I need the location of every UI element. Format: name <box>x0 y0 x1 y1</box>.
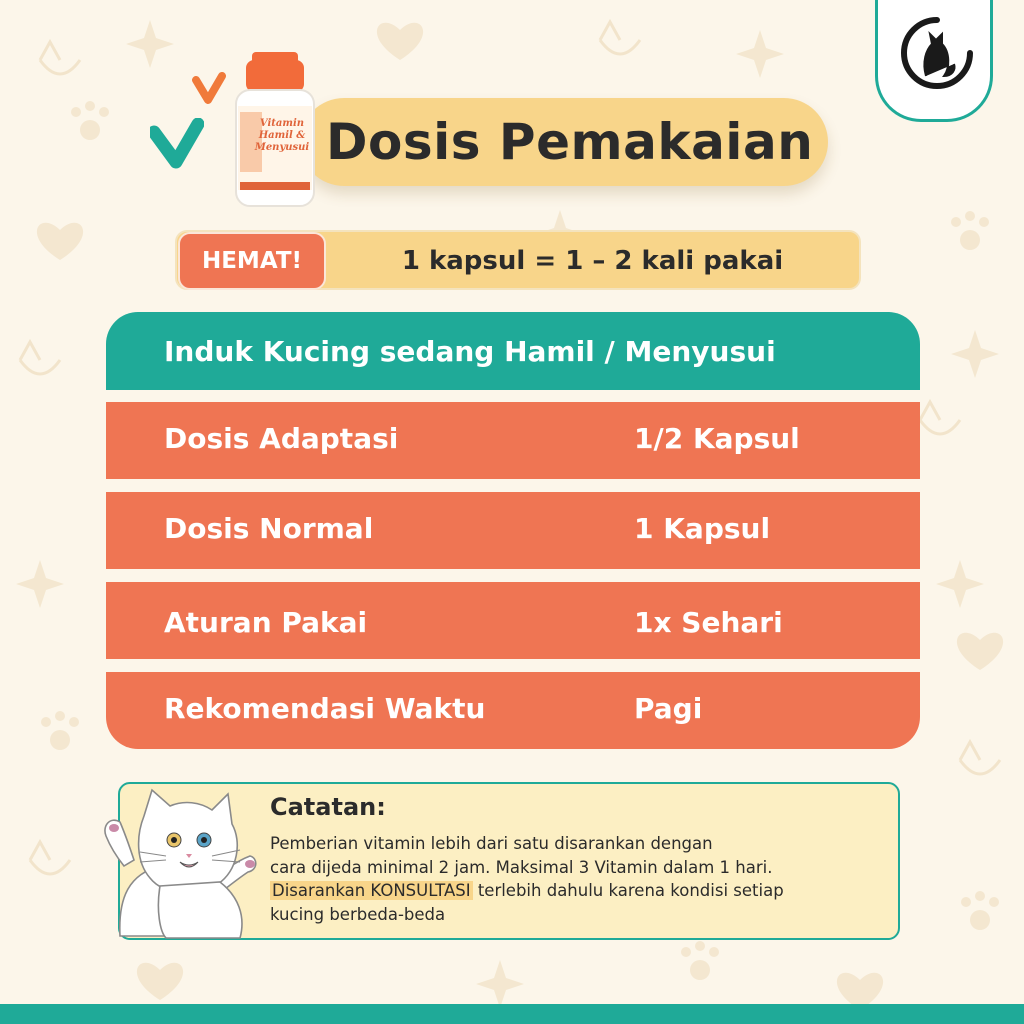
row-value: 1 Kapsul <box>634 512 771 545</box>
row-value: Pagi <box>634 692 703 725</box>
row-value: 1x Sehari <box>634 606 783 639</box>
row-label: Dosis Normal <box>164 512 374 545</box>
bottle-label-line1: Vitamin <box>259 118 305 129</box>
hemat-badge: HEMAT! <box>178 232 326 290</box>
cat-logo-icon <box>900 16 974 90</box>
vitamin-bottle-icon <box>222 52 322 212</box>
row-label: Dosis Adaptasi <box>164 422 399 455</box>
note-line: Pemberian vitamin lebih dari satu disarankan dengan <box>270 834 713 853</box>
bottom-bar <box>0 1004 1024 1024</box>
orange-chevron-icon <box>192 72 226 108</box>
page-title: Dosis Pemakaian <box>326 113 814 171</box>
row-label: Rekomendasi Waktu <box>164 692 486 725</box>
row-label: Aturan Pakai <box>164 606 368 639</box>
teal-chevron-icon <box>150 118 204 170</box>
brand-logo-tab <box>875 0 993 122</box>
hemat-text: 1 kapsul = 1 – 2 kali pakai <box>401 246 784 276</box>
cat-mascot-icon <box>100 786 260 942</box>
table-header-text: Induk Kucing sedang Hamil / Menyusui <box>164 335 776 368</box>
bottle-label-line3: Menyusui <box>254 142 310 153</box>
note-title: Catatan: <box>270 793 386 821</box>
note-line <box>270 880 784 902</box>
note-line-rest: terlebih dahulu karena kondisi setiap <box>472 881 784 900</box>
note-line: cara dijeda minimal 2 jam. Maksimal 3 Vitamin dalam 1 hari. <box>270 858 773 877</box>
consult-highlight: Disarankan KONSULTASI <box>272 881 471 900</box>
bottle-label-line2: Hamil & <box>258 130 306 141</box>
row-value: 1/2 Kapsul <box>634 422 800 455</box>
note-line: kucing berbeda-beda <box>270 905 446 924</box>
